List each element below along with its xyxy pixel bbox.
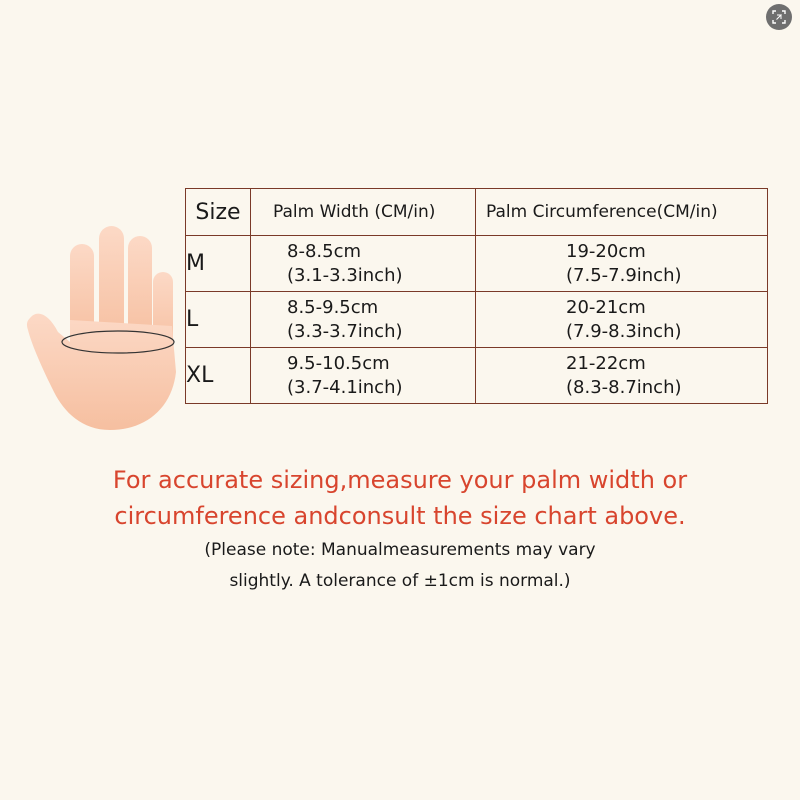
palm-width-cell: [251, 292, 476, 348]
palm-circumference-cell: [476, 348, 768, 404]
header-palm-circumference: [476, 189, 768, 236]
width-cm: 8-8.5cm: [287, 240, 362, 262]
header-palm-width-label: Palm Width (CM/in): [273, 202, 436, 222]
tolerance-note-line-2: slightly. A tolerance of ±1cm is normal.): [229, 571, 571, 591]
header-palm-circumference-label: Palm Circumference(CM/in): [486, 202, 718, 222]
width-cm: 8.5-9.5cm: [287, 296, 379, 318]
width-in: (3.3-3.7inch): [287, 320, 403, 342]
table-row: [186, 348, 768, 404]
circ-in: (7.5-7.9inch): [566, 264, 682, 286]
scan-icon: [772, 10, 786, 24]
width-cm: 9.5-10.5cm: [287, 352, 390, 374]
header-palm-width: [251, 189, 476, 236]
table-row: [186, 236, 768, 292]
palm-circumference-cell: [476, 292, 768, 348]
palm-width-cell: [251, 348, 476, 404]
size-label: XL: [186, 348, 251, 404]
hand-illustration: [22, 222, 192, 434]
table-row: [186, 292, 768, 348]
header-size: Size: [186, 189, 251, 236]
circ-cm: 20-21cm: [566, 296, 646, 318]
size-label: L: [186, 292, 251, 348]
palm-width-cell: [251, 236, 476, 292]
size-chart-table: [185, 188, 768, 404]
circ-cm: 21-22cm: [566, 352, 646, 374]
table-header-row: [186, 189, 768, 236]
scan-icon-button[interactable]: [766, 4, 792, 30]
circ-cm: 19-20cm: [566, 240, 646, 262]
width-in: (3.7-4.1inch): [287, 376, 403, 398]
sizing-instruction-line-1: For accurate sizing,measure your palm width or: [112, 466, 688, 494]
size-label: M: [186, 236, 251, 292]
circ-in: (8.3-8.7inch): [566, 376, 682, 398]
sizing-instruction-line-2: circumference andconsult the size chart above.: [114, 502, 686, 530]
width-in: (3.1-3.3inch): [287, 264, 403, 286]
tolerance-note-line-1: (Please note: Manualmeasurements may vary: [204, 540, 596, 560]
palm-circumference-cell: [476, 236, 768, 292]
circ-in: (7.9-8.3inch): [566, 320, 682, 342]
